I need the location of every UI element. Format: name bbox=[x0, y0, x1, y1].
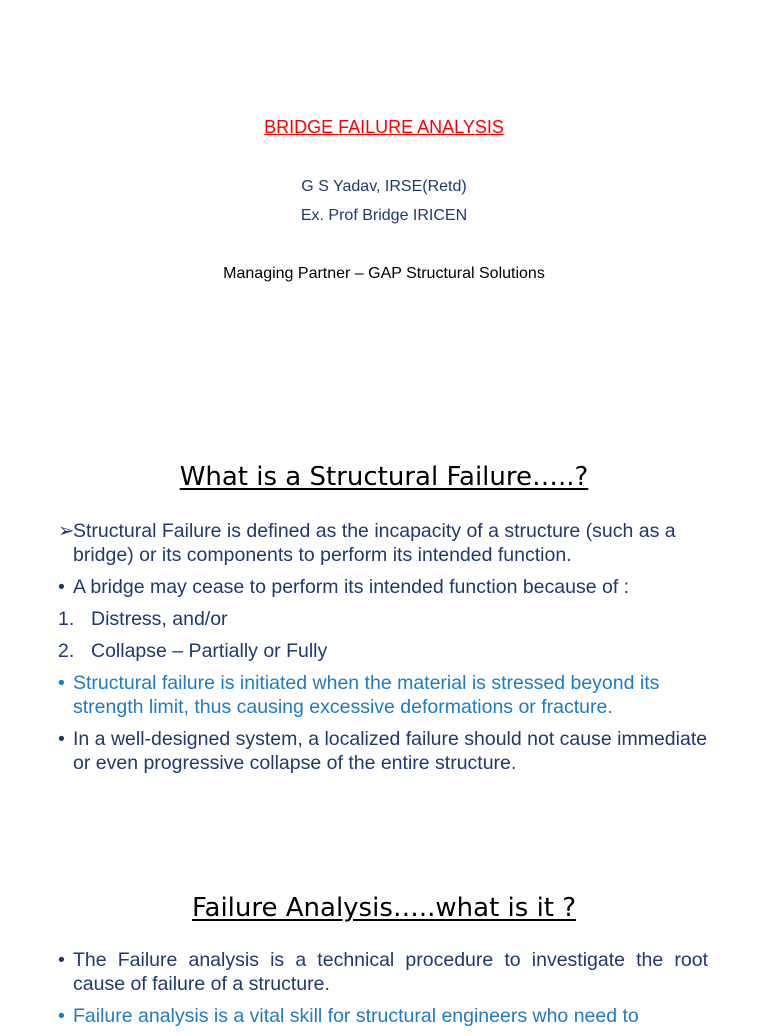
failure-analysis-list bbox=[58, 948, 708, 1036]
bullet-icon: • bbox=[58, 949, 65, 971]
presentation-title: BRIDGE FAILURE ANALYSIS bbox=[264, 117, 504, 137]
list-item bbox=[58, 948, 708, 996]
list-item bbox=[58, 607, 708, 631]
list-number: 1. bbox=[58, 608, 75, 630]
list-item-text: Collapse – Partially or Fully bbox=[91, 640, 328, 662]
structural-failure-list bbox=[58, 519, 708, 783]
list-item bbox=[58, 1004, 708, 1028]
list-item bbox=[58, 639, 708, 663]
bullet-icon: • bbox=[58, 672, 65, 694]
bullet-icon: • bbox=[58, 1005, 65, 1027]
bullet-icon: • bbox=[58, 576, 65, 598]
list-item bbox=[58, 671, 708, 719]
list-item-text: In a well-designed system, a localized failure should not cause immediate or even progressive collapse of the entire structure. bbox=[73, 728, 708, 774]
partner-line: Managing Partner – GAP Structural Solutions bbox=[223, 265, 545, 282]
author-name: G S Yadav, IRSE(Retd) bbox=[301, 178, 467, 195]
list-item-text: Distress, and/or bbox=[91, 608, 228, 630]
list-item bbox=[58, 519, 708, 567]
author-role: Ex. Prof Bridge IRICEN bbox=[300, 207, 468, 224]
list-item-text: The Failure analysis is a technical procedure to investigate the root cause of failure of a structure. bbox=[73, 949, 708, 995]
list-item-text: A bridge may cease to perform its intended function because of : bbox=[73, 576, 630, 598]
list-item bbox=[58, 727, 708, 775]
bullet-icon: • bbox=[58, 728, 65, 750]
list-number: 2. bbox=[58, 640, 75, 662]
slide-heading-failure-analysis: Failure Analysis…..what is it ? bbox=[191, 893, 577, 923]
list-item-text: Structural Failure is defined as the incapacity of a structure (such as a bridge) or its components to perform its intended function. bbox=[73, 520, 676, 566]
list-item bbox=[58, 575, 708, 599]
slide-heading-structural-failure: What is a Structural Failure…..? bbox=[179, 462, 589, 492]
list-item-text: Failure analysis is a vital skill for structural engineers who need to bbox=[73, 1005, 639, 1027]
arrow-bullet-icon: ➢ bbox=[58, 520, 75, 542]
list-item-text: Structural failure is initiated when the material is stressed beyond its strength limit, thus causing excessive deformations or fracture. bbox=[73, 672, 660, 718]
